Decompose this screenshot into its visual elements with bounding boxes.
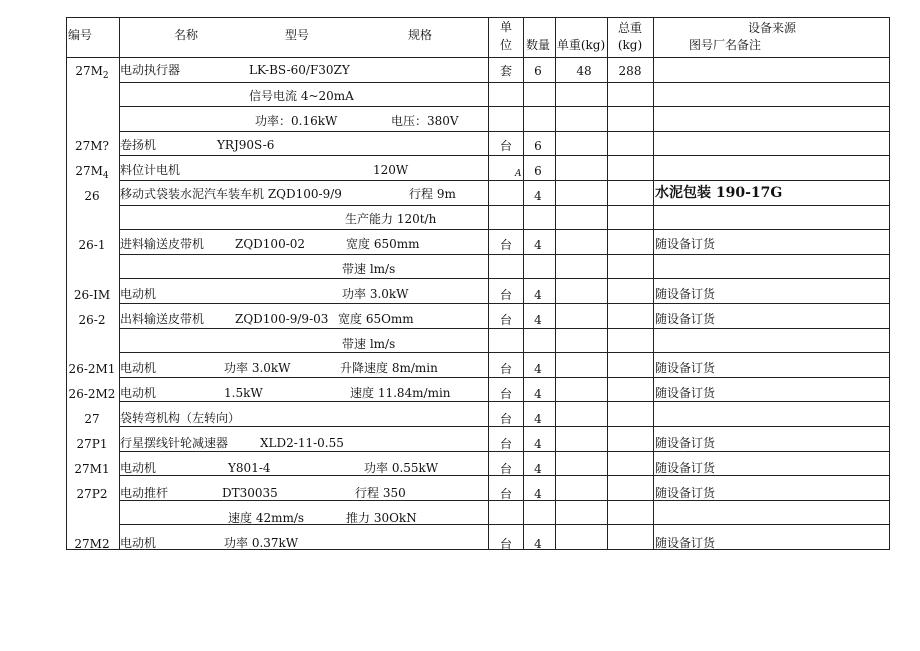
row20-unit: 台 [499, 537, 513, 551]
row8-model: ZQD100-02 [235, 237, 306, 251]
row17-code: 27M1 [74, 462, 110, 476]
row1-total-weight: 288 [618, 64, 642, 78]
row16-model: XLD2-11-0.55 [260, 436, 344, 450]
row6-remark: 水泥包装 190-17G [655, 185, 783, 201]
row5-unit: A [515, 169, 522, 179]
row15-qty: 4 [534, 412, 542, 426]
row3-voltage: 电压：380V [391, 114, 459, 128]
row6-spec: 行程 9m [409, 187, 456, 201]
row14-model: 1.5kW [224, 386, 263, 400]
row14-code: 26-2M2 [68, 387, 116, 401]
row5-code: $27M_4$ [75, 164, 109, 181]
row6-code: 26 [84, 189, 100, 203]
row6-qty: 4 [534, 189, 542, 203]
row10-name: 电动机 [120, 287, 157, 301]
row17-remark: 随设备订货 [655, 461, 716, 475]
row1-unit: 套 [499, 64, 513, 78]
row18-code: 27P2 [76, 487, 108, 501]
header-qty: 数量 [525, 38, 551, 52]
row16-name: 行星摆线针轮减速器 [120, 436, 229, 450]
header-source-line2: 图号厂名备注 [689, 38, 762, 52]
row14-unit: 台 [499, 387, 513, 401]
header-code: 编号 [68, 28, 93, 42]
row19-thrust: 推力 30OkN [346, 511, 417, 525]
row17-unit: 台 [499, 462, 513, 476]
row13-name: 电动机 [120, 361, 157, 375]
row18-model: DT30035 [222, 486, 278, 500]
row7-spec: 生产能力 120t/h [345, 212, 437, 226]
row6-name: 移动式袋装水泥汽车装车机 ZQD100-9/9 [120, 187, 342, 201]
row13-qty: 4 [534, 362, 542, 376]
header-spec: 规格 [408, 28, 433, 42]
row1-model: LK-BS-60/F30ZY [249, 63, 350, 77]
header-total-weight-line2: (kg) [617, 38, 643, 52]
row14-remark: 随设备订货 [655, 386, 716, 400]
row17-model: Y801-4 [228, 461, 271, 475]
row16-code: 27P1 [76, 437, 108, 451]
row4-unit: 台 [499, 139, 513, 153]
row13-unit: 台 [499, 362, 513, 376]
row17-name: 电动机 [120, 461, 157, 475]
row20-name: 电动机 [120, 536, 157, 550]
row13-model: 功率 3.0kW [224, 361, 291, 375]
row12-spec: 带速 lm/s [342, 337, 396, 351]
row11-code: 26-2 [78, 313, 106, 327]
row10-code: 26-IM [73, 288, 111, 302]
row13-spec: 升降速度 8m/min [340, 361, 438, 375]
row16-qty: 4 [534, 437, 542, 451]
row13-remark: 随设备订货 [655, 361, 716, 375]
row8-name: 进料输送皮带机 [120, 237, 205, 251]
row10-spec: 功率 3.0kW [342, 287, 409, 301]
row20-qty: 4 [534, 537, 542, 551]
row17-spec: 功率 0.55kW [364, 461, 439, 475]
header-model: 型号 [285, 28, 310, 42]
row9-spec: 带速 lm/s [342, 262, 396, 276]
row16-remark: 随设备订货 [655, 436, 716, 450]
row4-model: YRJ90S-6 [217, 138, 275, 152]
row11-remark: 随设备订货 [655, 312, 716, 326]
row8-remark: 随设备订货 [655, 237, 716, 251]
row8-code: 26-1 [78, 238, 106, 252]
row16-unit: 台 [499, 437, 513, 451]
row11-qty: 4 [534, 313, 542, 327]
header-total-weight-line1: 总重 [617, 21, 643, 35]
row18-qty: 4 [534, 487, 542, 501]
header-unit-weight: 单重(kg) [556, 38, 606, 52]
row15-unit: 台 [499, 412, 513, 426]
row4-code: 27M? [75, 139, 109, 153]
row2-spec: 信号电流 4~20mA [249, 89, 354, 103]
row18-unit: 台 [499, 487, 513, 501]
equipment-table [66, 17, 890, 549]
row13-code: 26-2M1 [68, 362, 116, 376]
row10-remark: 随设备订货 [655, 287, 716, 301]
row5-name: 料位计电机 [120, 163, 181, 177]
header-source-line1: 设备来源 [748, 21, 797, 35]
header-unit-line1: 单 [499, 20, 513, 34]
row20-model: 功率 0.37kW [224, 536, 299, 550]
row8-unit: 台 [499, 238, 513, 252]
row14-name: 电动机 [120, 386, 157, 400]
row1-code: $27M_2$ [75, 64, 109, 81]
row8-qty: 4 [534, 238, 542, 252]
row8-spec: 宽度 650mm [346, 237, 420, 251]
header-unit-line2: 位 [499, 38, 513, 52]
row1-qty: 6 [534, 64, 542, 78]
row20-code: 27M2 [74, 537, 110, 551]
header-name: 名称 [174, 28, 199, 42]
row19-speed: 速度 42mm/s [228, 511, 305, 525]
row18-remark: 随设备订货 [655, 486, 716, 500]
row4-name: 卷扬机 [120, 138, 157, 152]
row11-model: ZQD100-9/9-03 [235, 312, 329, 326]
table-grid [66, 17, 890, 551]
row5-spec: 120W [373, 163, 409, 177]
row14-qty: 4 [534, 387, 542, 401]
row17-qty: 4 [534, 462, 542, 476]
row15-name: 袋转弯机构（左转向） [120, 411, 241, 425]
row3-power: 功率：0.16kW [255, 114, 338, 128]
row10-unit: 台 [499, 288, 513, 302]
row11-spec: 宽度 65Omm [338, 312, 414, 326]
row4-qty: 6 [534, 139, 542, 153]
row11-unit: 台 [499, 313, 513, 327]
row18-spec: 行程 350 [355, 486, 406, 500]
row5-qty: 6 [534, 164, 542, 178]
row11-name: 出料输送皮带机 [120, 312, 205, 326]
row14-spec: 速度 11.84m/min [350, 386, 451, 400]
row1-name: 电动执行器 [120, 63, 181, 77]
row18-name: 电动推杆 [120, 486, 169, 500]
row15-code: 27 [84, 412, 100, 426]
row1-unit-weight: 48 [576, 64, 592, 78]
row10-qty: 4 [534, 288, 542, 302]
row20-remark: 随设备订货 [655, 536, 716, 550]
